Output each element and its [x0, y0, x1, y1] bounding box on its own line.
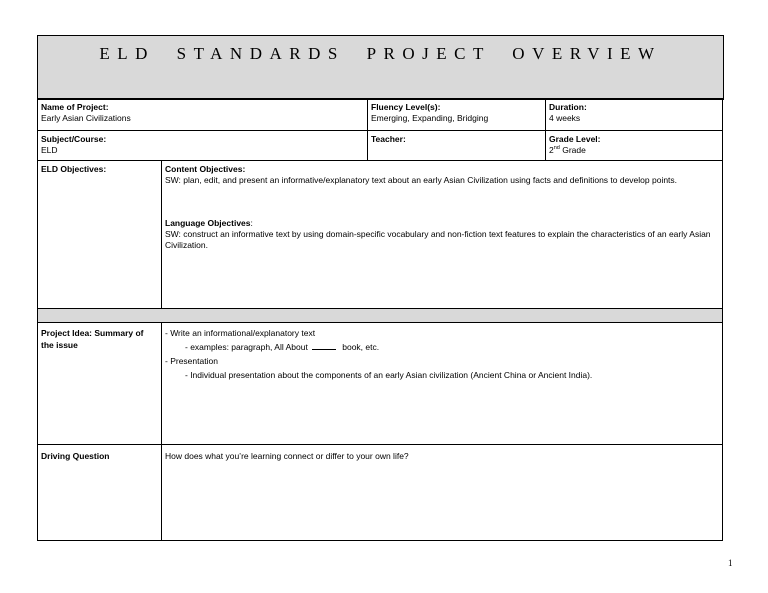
driving-question-label-cell — [37, 444, 162, 541]
project-idea-line-4: - Individual presentation about the components of an early Asian civilization (Ancient China or Ancient India). — [185, 370, 593, 380]
duration-label: Duration: — [549, 102, 587, 112]
grade-suffix: nd — [553, 145, 560, 152]
separator-row — [37, 308, 723, 323]
page-title: ELD STANDARDS PROJECT OVERVIEW — [99, 44, 662, 63]
subject-cell — [37, 130, 368, 161]
project-name-label: Name of Project: — [41, 102, 109, 112]
subject-label: Subject/Course: — [41, 134, 107, 144]
language-objectives-text: SW: construct an informative text by using domain-specific vocabulary and non-fiction text features to explain the characteristics of an early Asian Civilization. — [165, 229, 711, 250]
project-idea-line-2-prefix: - examples: paragraph, All About — [185, 342, 308, 352]
project-idea-line-2-suffix: book, etc. — [342, 342, 380, 352]
project-idea-line-2 — [165, 340, 719, 354]
driving-question-text: How does what you’re learning connect or differ to your own life? — [165, 451, 409, 461]
driving-question-content-cell — [161, 444, 723, 541]
content-objectives-text: SW: plan, edit, and present an informative/explanatory text about an early Asian Civilization using facts and definitions to develop points. — [165, 175, 678, 185]
language-objectives-heading: Language Objectives — [165, 218, 251, 228]
subject-value: ELD — [41, 145, 58, 155]
grade-label: Grade Level: — [549, 134, 601, 144]
project-name-value: Early Asian Civilizations — [41, 113, 131, 123]
grade-word: Grade — [559, 145, 586, 155]
fluency-label: Fluency Level(s): — [371, 102, 441, 112]
project-idea-line-3: - Presentation — [165, 356, 218, 366]
duration-value: 4 weeks — [549, 113, 581, 123]
objectives-label: ELD Objectives: — [41, 164, 107, 174]
fluency-cell — [367, 98, 546, 131]
teacher-cell — [367, 130, 546, 161]
page-number: 1 — [728, 558, 733, 568]
project-idea-label-cell — [37, 322, 162, 445]
driving-question-label: Driving Question — [41, 451, 110, 461]
grade-value — [549, 145, 719, 156]
language-objectives-colon: : — [250, 218, 253, 228]
content-objectives-heading: Content Objectives: — [165, 164, 246, 174]
grade-number: 2 — [549, 145, 554, 155]
grade-cell — [545, 130, 723, 161]
project-idea-content-cell — [161, 322, 723, 445]
project-idea-label: Project Idea: Summary of the issue — [41, 328, 144, 350]
teacher-label: Teacher: — [371, 134, 406, 144]
objectives-label-cell — [37, 160, 162, 309]
fill-in-blank — [312, 341, 336, 350]
duration-cell — [545, 98, 723, 131]
project-name-cell — [37, 98, 368, 131]
objectives-content-cell — [161, 160, 723, 309]
fluency-value: Emerging, Expanding, Bridging — [371, 113, 489, 123]
project-idea-line-1: - Write an informational/explanatory text — [165, 328, 316, 338]
title-banner — [37, 35, 724, 100]
